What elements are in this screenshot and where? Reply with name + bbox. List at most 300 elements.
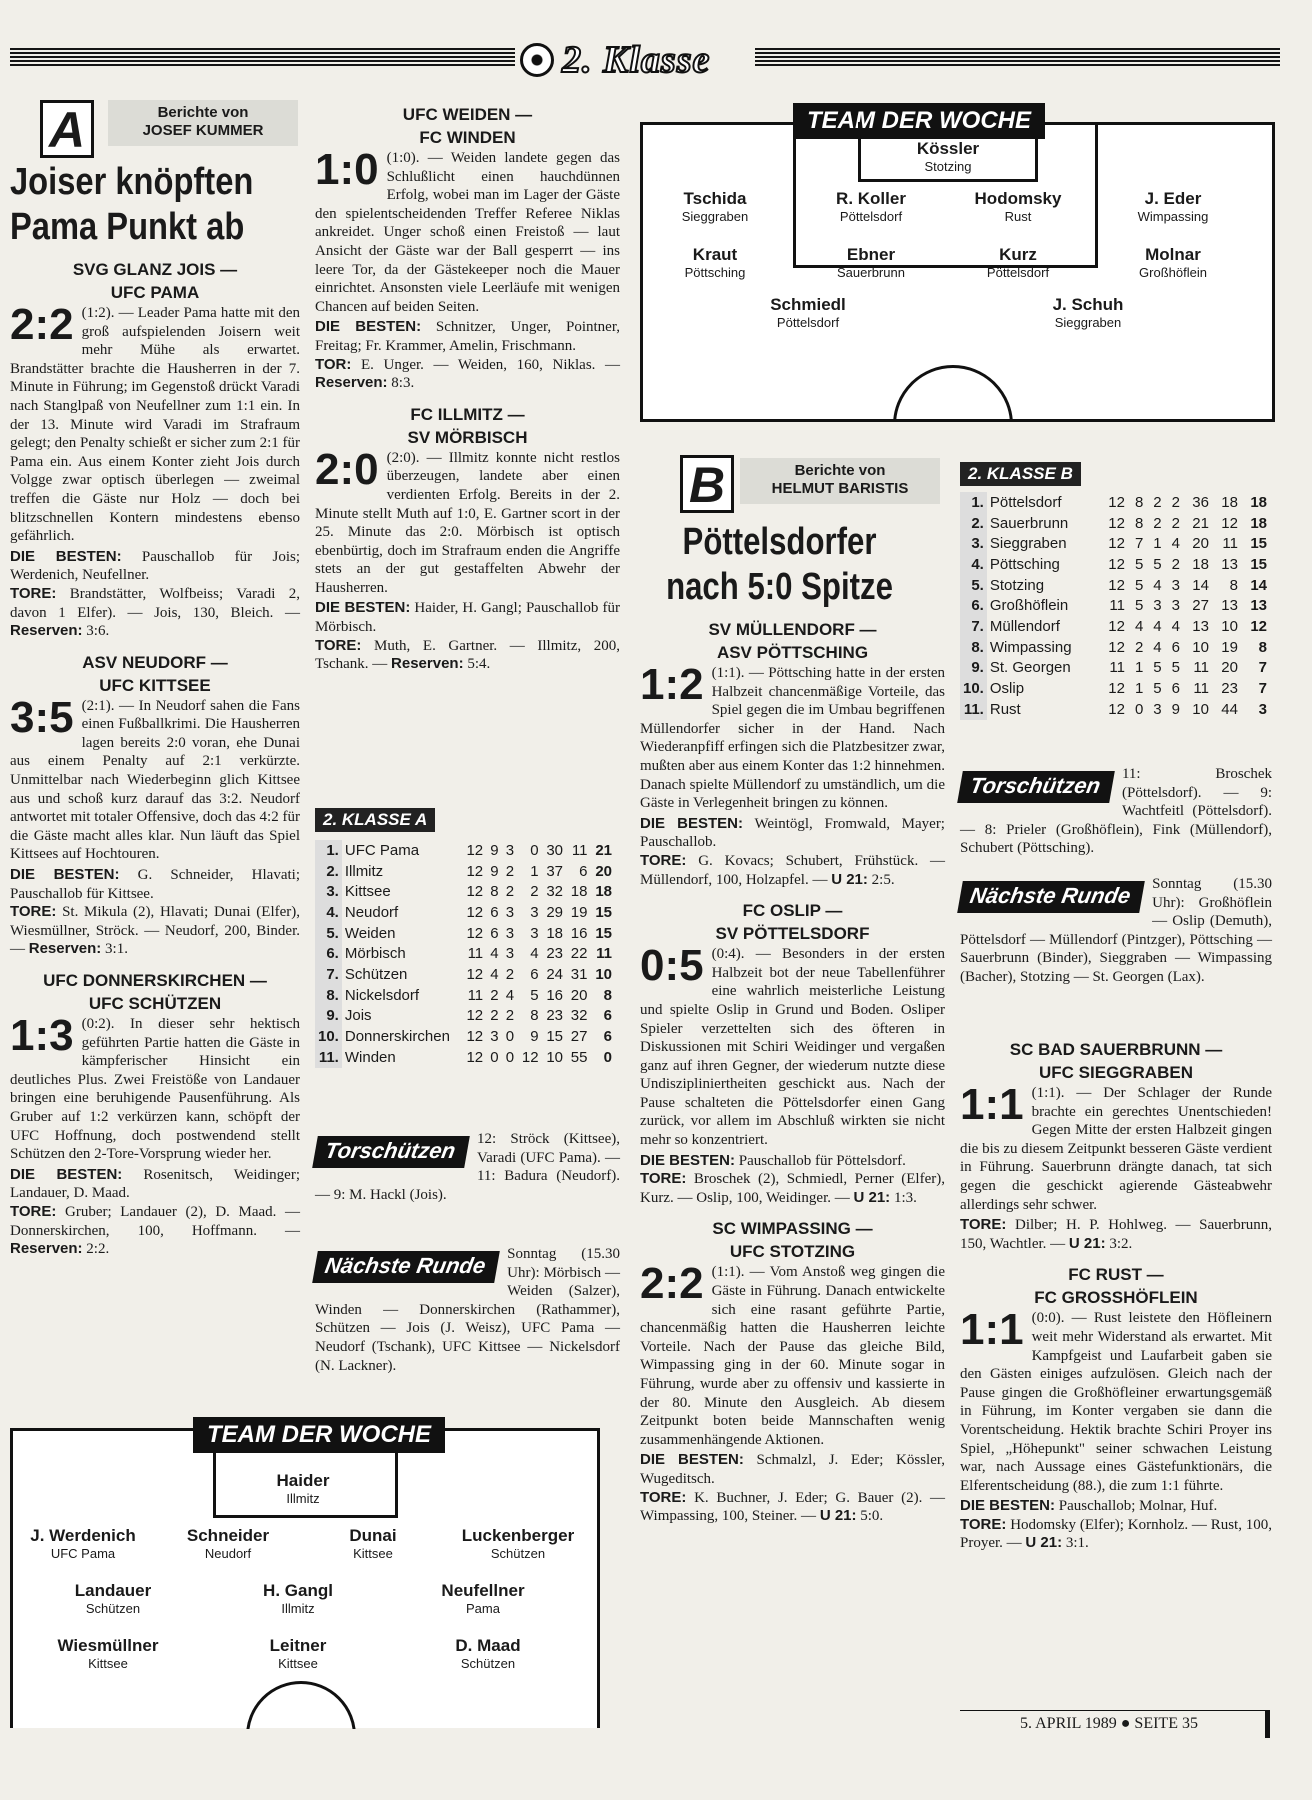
table-cell: 23 (546, 945, 564, 963)
match-report (640, 1259, 945, 1449)
table-cell: Schützen (344, 965, 408, 983)
team-player (791, 189, 951, 225)
player-name: Schneider (186, 1526, 270, 1545)
match-report (10, 692, 300, 864)
player-club: Kittsee (278, 1656, 318, 1671)
table-row (960, 699, 1270, 720)
table-cell: 2. (315, 861, 342, 882)
reserves-label: Reserven: (391, 655, 464, 673)
next-text-a: Sonntag (15.30 Uhr): Mörbisch — Weiden (Salzer), Winden — Donnerskirchen (Rathammer), Schützen — Jois (J. Weisz), UFC Pama — Neudorf (Tschank), UFC Kittsee — Nickelsdorf (N. Lackner). (315, 1246, 620, 1374)
match-report (315, 444, 620, 598)
table-title-b: 2. KLASSE B (960, 462, 1081, 486)
match-title: FC ILLMITZ — SV MÖRBISCH (407, 404, 528, 447)
table-cell: 55 (570, 1048, 588, 1066)
table-cell: 12 (466, 1028, 484, 1046)
player-club: UFC Pama (50, 1546, 116, 1561)
table-cell: 18 (1221, 493, 1238, 511)
table-klasse-a (315, 808, 620, 1068)
table-cell: 13 (1192, 617, 1209, 635)
player-name: Wiesmüllner (57, 1636, 159, 1655)
table-cell: 18 (1250, 514, 1267, 532)
table-cell: 9 (490, 862, 499, 880)
table-cell: 5 (1134, 597, 1144, 615)
table-cell: 0 (603, 1048, 612, 1066)
table-cell: 2 (505, 1007, 515, 1025)
best-label: DIE BESTEN: (960, 1497, 1056, 1515)
team-title-a: TEAM DER WOCHE (193, 1417, 445, 1453)
table-cell: 18 (595, 883, 612, 901)
player-club: Neudorf (204, 1546, 252, 1561)
table-cell: 3 (530, 903, 539, 921)
table-row (315, 923, 615, 944)
table-cell: 5. (960, 575, 987, 596)
table-klasse-b (960, 462, 1272, 720)
best-players: Pauschallob für Jois; Werdenich, Neufellner. (10, 548, 300, 584)
player-club: Illmitz (286, 1491, 320, 1506)
table-cell: 4 (1171, 535, 1180, 553)
table-cell: 18 (546, 924, 564, 942)
match-score: 0:5 (640, 941, 704, 991)
table-cell: 20 (570, 986, 588, 1004)
table-cell: 16 (546, 986, 564, 1004)
best-label: DIE BESTEN: (640, 1451, 744, 1469)
table-cell: Kittsee (344, 883, 391, 901)
table-cell: 0 (530, 841, 539, 859)
table-cell: 3 (505, 903, 515, 921)
badge-b: B (680, 455, 734, 513)
scorers-a (315, 1130, 620, 1206)
table-cell: 6 (579, 862, 588, 880)
table-row (315, 943, 615, 964)
table-cell: 15 (595, 924, 612, 942)
match-title: ASV NEUDORF — UFC KITTSEE (82, 652, 228, 695)
table-cell: Donnerskirchen (344, 1028, 450, 1046)
table-cell: 6 (490, 924, 499, 942)
table-cell: 2 (1153, 493, 1162, 511)
table-cell: 5 (1153, 555, 1162, 573)
team-player (148, 1526, 308, 1562)
player-name: Luckenberger (461, 1526, 575, 1545)
best-label: DIE BESTEN: (10, 1165, 123, 1183)
table-cell: 2 (1171, 555, 1180, 573)
match-score: 1:1 (960, 1305, 1024, 1355)
goals-label: TOR: (315, 355, 352, 373)
table-cell: 12 (466, 924, 484, 942)
team-title-b: TEAM DER WOCHE (793, 103, 1045, 139)
match-report (640, 660, 945, 813)
player-club: Sauerbrunn (837, 265, 905, 280)
team-player (938, 189, 1098, 225)
goals-text: St. Mikula (2), Hlavati; Dunai (Elfer), Wiesmüllner, Ströck. — Neudorf, 200, Binder. — (10, 904, 301, 958)
match-details (960, 1216, 1272, 1253)
table-cell: 4 (490, 965, 499, 983)
reserves-score: 3:1. (105, 941, 128, 958)
table-cell: 12 (1108, 514, 1125, 532)
table-cell: 2 (1171, 514, 1180, 532)
reserves-label: U 21: (853, 1188, 891, 1206)
reserves-label: U 21: (819, 1507, 857, 1525)
table-row (960, 533, 1270, 554)
reserves-label: Reserven: (315, 374, 388, 392)
table-cell: 11 (467, 945, 484, 963)
table-cell: 27 (1192, 597, 1209, 615)
table-cell: 19 (570, 903, 588, 921)
table-cell: Jois (344, 1007, 372, 1025)
player-name: Kraut (692, 245, 738, 264)
table-cell: 8. (960, 637, 987, 658)
table-cell: 8 (1134, 514, 1144, 532)
table-cell: 2 (530, 883, 539, 901)
best-label: DIE BESTEN: (640, 814, 743, 832)
table-cell: 2 (1153, 514, 1162, 532)
table-cell: 12 (521, 1048, 539, 1066)
match-details (10, 1166, 300, 1259)
table-cell: 4 (1153, 576, 1162, 594)
table-row (960, 616, 1270, 637)
match-details (10, 548, 300, 641)
match-score: 1:0 (315, 145, 379, 194)
goals-text: Broschek (2), Schmiedl, Perner (Elfer), Kurz. — Oslip, 100, Weidinger. — (640, 1171, 945, 1206)
table-cell: 12 (466, 841, 484, 859)
goals-text: Muth, E. Gartner. — Illmitz, 200, Tschank. — (315, 637, 621, 673)
table-cell: 15 (546, 1028, 564, 1046)
player-club: Pöttelsdorf (839, 209, 903, 224)
table-cell: 4 (1171, 617, 1180, 635)
table-cell: 11. (960, 699, 987, 720)
table-cell: 2 (490, 1007, 499, 1025)
player-club: Rust (1004, 209, 1032, 224)
table-cell: 20 (1221, 659, 1238, 677)
team-player (868, 139, 1028, 175)
match-text: (1:1). — Vom Anstoß weg gingen die Gäste in Führung. Danach entwickelte sich eine rasant geführte Partie, chancenmäßig hatten die Hausherren leichte Vorteile. Nach der Pause das gleiche Bild, Wimpassing ging in der 60. Minute sogar in Führung, wurde aber zu offensiv und kassierte in der 80. Minute den Ausgleich. Ab diesem Zeitpunkt boten beide Mannschaften wenig zusammenhängende Aktionen. (640, 1264, 945, 1448)
reserves-score: 2:2. (86, 1241, 110, 1258)
match-report (960, 1305, 1272, 1495)
match-text: (0:2). In dieser sehr hektisch geführten Partie hatten die Gäste in kämpferischer Hinsicht ein deutliches Plus. Zwei Freistöße von Landauer bringen eine beruhigende Pausenführung. Als Gruber auf 1:2 verkürzen kann, schöpft der UFC Hoffnung, doch postwendend stellt Schützen den 2-Tore-Vorsprung wieder her. (10, 1016, 300, 1163)
table-cell: 12 (1250, 617, 1267, 635)
match-text: (1:0). — Weiden landete gegen das Schlußlicht einen hauchdünnen Erfolg, wobei man im Lager der Gäste den spielentscheidenden Treffer Referee Niklas ankreidet. Unger schoß einen Freistoß — laut Ansicht der Gäste war der Ball gesperrt — ins leere Tor, da der Gästekeeper noch die Mauer einrichtet. Ansonsten viele Leerläufe mit wenigen Chancen auf beiden Seiten. (315, 150, 620, 315)
best-label: DIE BESTEN: (315, 318, 422, 336)
player-name: Haider (276, 1471, 330, 1490)
table-cell: 10 (1192, 638, 1209, 656)
reserves-label: U 21: (1068, 1234, 1106, 1252)
table-row (315, 840, 615, 861)
table-cell: 3 (505, 945, 515, 963)
table-cell: 18 (1192, 555, 1209, 573)
table-cell: 3 (1171, 576, 1180, 594)
table-cell: 32 (546, 883, 564, 901)
table-cell: 9 (530, 1028, 539, 1046)
match-details (640, 1152, 945, 1208)
goals-text: Brandstätter, Wolfbeiss; Varadi 2, davon 1 Elfer). — Jois, 130, Bleich. — (10, 585, 300, 621)
column-b (640, 520, 945, 1528)
table-row (315, 964, 615, 985)
table-cell: 10 (595, 965, 612, 983)
headline-b1: Pöttelsdorfer (682, 521, 877, 563)
goals-text: E. Unger. — Weiden, 160, Niklas. — (361, 356, 621, 373)
match-details (315, 599, 620, 673)
table-cell: 11 (1109, 597, 1125, 615)
table-cell: 1 (1134, 659, 1144, 677)
table-cell: 5 (530, 986, 539, 1004)
player-name: Schmiedl (770, 295, 846, 314)
match-report (10, 300, 300, 546)
headline-a1: Joiser knöpften (10, 161, 254, 203)
player-name: H. Gangl (263, 1581, 333, 1600)
team-player (33, 1581, 193, 1617)
goals-text: Hodomsky (Elfer); Kornholz. — Rust, 100, Proyer. — (960, 1516, 1273, 1552)
reserves-label: U 21: (831, 870, 868, 888)
best-label: DIE BESTEN: (10, 547, 122, 565)
column-m (315, 95, 620, 676)
table-cell: 23 (1221, 680, 1238, 698)
table-cell: 12 (466, 903, 484, 921)
table-cell: 21 (595, 841, 612, 859)
table-cell: 4. (960, 554, 987, 575)
player-name: J. Eder (1144, 189, 1202, 208)
table-cell: Winden (344, 1048, 396, 1066)
scorers-text-a: 12: Ströck (Kittsee), Varadi (UFC Pama). — 11: Badura (Neudorf). — 9: M. Hackl (Jois). (315, 1131, 620, 1203)
table-cell: 20 (595, 862, 612, 880)
match-title: SC WIMPASSING — UFC STOTZING (712, 1219, 873, 1262)
player-name: Dunai (349, 1526, 397, 1545)
table-cell: 2 (505, 862, 515, 880)
best-players: Pauschallob; Molnar, Huf. (1058, 1498, 1218, 1515)
table-cell: Rust (989, 700, 1021, 718)
table-cell: 6 (490, 903, 499, 921)
best-label: DIE BESTEN: (10, 866, 120, 884)
table-cell: 13 (1250, 597, 1267, 615)
table-cell: 5 (1171, 659, 1180, 677)
table-cell: 10 (1192, 700, 1209, 718)
table-cell: 6 (1171, 680, 1180, 698)
match-title: FC RUST — FC GROSSHÖFLEIN (1034, 1265, 1198, 1308)
player-club: Pöttelsdorf (986, 265, 1050, 280)
player-club: Schützen (490, 1546, 546, 1561)
table-cell: 37 (546, 862, 564, 880)
next-round-a (315, 1245, 620, 1377)
player-name: Kurz (999, 245, 1037, 264)
table-cell: 19 (1221, 638, 1238, 656)
match-score: 3:5 (10, 692, 74, 742)
table-cell: 12 (466, 883, 484, 901)
table-row (960, 658, 1270, 679)
match-text: (1:1). — Pöttsching hatte in der ersten Halbzeit chancenmäßige Vorteile, das Spiel gegen die im Umbau begriffenen Müllendorfer sicher in der Hand. Nach Wiederanpfiff erfingen sich die Platzbesitzer zwar, mußten aber aus einem Konter das 1:2 hinnehmen. Danach spielte Müllendorf zu umständlich, um die Gäste in Verlegenheit bringen zu können. (640, 665, 945, 812)
table-cell: 2 (505, 965, 515, 983)
table-cell: 14 (1192, 576, 1209, 594)
best-label: DIE BESTEN: (315, 599, 411, 617)
next-tag-b: Nächste Runde (957, 881, 1145, 913)
table-cell: 4 (1153, 617, 1162, 635)
scorers-b (960, 765, 1272, 860)
table-cell: 3 (505, 841, 515, 859)
best-players: Pauschallob für Pöttelsdorf. (738, 1152, 906, 1169)
player-club: Schützen (85, 1601, 141, 1616)
player-name: J. Werdenich (30, 1526, 136, 1545)
table-cell: 0 (505, 1048, 515, 1066)
table-cell: 5 (1134, 555, 1144, 573)
table-cell: 32 (570, 1007, 588, 1025)
match-report (10, 1011, 300, 1164)
table-cell: 7 (1258, 659, 1267, 677)
team-player (293, 1526, 453, 1562)
table-cell: 3 (1153, 700, 1162, 718)
team-player (3, 1526, 163, 1562)
table-cell: 3 (505, 924, 515, 942)
team-player (938, 245, 1098, 281)
table-row (315, 985, 615, 1006)
reserves-score: 8:3. (391, 375, 415, 392)
headline-b2: nach 5:0 Spitze (666, 566, 893, 608)
table-cell: 8 (603, 986, 612, 1004)
table-cell: Neudorf (344, 903, 399, 921)
header-rule-right (755, 48, 1280, 68)
table-cell: 5 (1134, 576, 1144, 594)
table-cell: 9. (960, 658, 987, 679)
table-cell: 20 (1192, 535, 1209, 553)
scorers-text-b: 11: Broschek (Pöttelsdorf). — 9: Wachtfeitl (Pöttelsdorf). — 8: Prieler (Großhöflein), Fink (Müllendorf), Schubert (Pöttsching). (960, 766, 1272, 857)
table-cell: 2. (960, 513, 987, 534)
table-cell: 2 (1134, 638, 1144, 656)
player-club: Pöttsching (684, 265, 746, 280)
player-name: Landauer (74, 1581, 152, 1600)
section-title: 2. Klasse (562, 39, 711, 81)
table-cell: Stotzing (989, 576, 1045, 594)
table-cell: 3 (530, 924, 539, 942)
player-name: Neufellner (441, 1581, 525, 1600)
best-players: Schnitzer, Unger, Pointner, Freitag; Fr. Krammer, Amelin, Frischmann. (315, 319, 620, 354)
table-cell: 36 (1192, 493, 1209, 511)
player-name: Kössler (916, 139, 980, 158)
best-players: Weintögl, Fromwald, Mayer; Pauschallob. (640, 815, 945, 851)
team-player (635, 245, 795, 281)
match-text: (2:1). — In Neudorf sahen die Fans einen Fußballkrimi. Die Hausherren lagen bereits 2:0 voran, ehe Dunai aus einem Penalty auf 2:1 verkürzte. Unmittelbar nach Wiederbeginn glich Kittsee aus und schoß kurz darauf das 3:2. Neudorf antwortet mit totaler Offensive, doch das 4:2 für die Gäste macht alles klar. Nun läuft das Spiel Kittsees auf Hochtouren. (10, 697, 300, 863)
table-cell: 9. (315, 1006, 342, 1027)
team-player (403, 1581, 563, 1617)
table-cell: 0 (1134, 700, 1144, 718)
table-cell: 1 (1134, 680, 1144, 698)
table-cell: UFC Pama (344, 841, 420, 859)
best-players: Haider, H. Gangl; Pauschallob für Mörbisch. (315, 600, 620, 636)
table-cell: Pöttsching (989, 555, 1060, 573)
table-cell: 10 (546, 1048, 564, 1066)
football-icon (520, 43, 554, 77)
table-cell: 10 (1221, 617, 1238, 635)
table-cell: St. Georgen (989, 659, 1071, 677)
best-label: DIE BESTEN: (640, 1151, 736, 1169)
table-cell: 11 (1109, 659, 1125, 677)
goals-label: TORE: (960, 1515, 1007, 1533)
table-cell: 6 (530, 965, 539, 983)
table-cell: 3 (1258, 700, 1267, 718)
match-score: 2:0 (315, 444, 379, 494)
table-cell: 1. (315, 840, 342, 861)
table-cell: 9 (1171, 700, 1180, 718)
player-club: Großhöflein (1139, 265, 1207, 280)
player-name: Ebner (846, 245, 896, 264)
table-cell: 1. (960, 492, 987, 513)
scorers-tag-b: Torschützen (957, 771, 1115, 803)
table-cell: 4 (490, 945, 499, 963)
next-text-b: Sonntag (15.30 Uhr): Großhöflein — Oslip (Demuth), Pöttelsdorf — Müllendorf (Pintzger), Pöttsching — Sauerbrunn (Binder), Sieggraben — Wimpassing (Bacher), Stotzing — St. Georgen (Lax). (960, 876, 1272, 985)
table-row (960, 554, 1270, 575)
match-title: UFC DONNERSKIRCHEN — UFC SCHÜTZEN (43, 971, 267, 1013)
table-cell: 12 (466, 1048, 484, 1066)
goals-label: TORE: (10, 584, 57, 602)
match-details (960, 1497, 1272, 1553)
badge-a: A (40, 100, 94, 158)
table-cell: 18 (1250, 493, 1267, 511)
headline-a2: Pama Punkt ab (10, 206, 245, 248)
match-title: SV MÜLLENDORF — ASV PÖTTSCHING (708, 620, 877, 662)
section-header (520, 38, 710, 82)
table-cell: 5 (1153, 659, 1162, 677)
match-title: SC BAD SAUERBRUNN — UFC SIEGGRABEN (1009, 1040, 1223, 1082)
table-cell: 8 (1229, 576, 1238, 594)
goals-label: TORE: (960, 1216, 1007, 1234)
match-text: (1:1). — Der Schlager der Runde brachte ein gerechtes Unentschieden! Gegen Mitte der ersten Halbzeit gingen die bis zu diesem Zeitpunkt besseren Gäste verdient in Führung. Sauerbrunn drängte danach, tat sich gegen die geschickt agierende Gästeabwehr allerdings sehr schwer. (960, 1085, 1272, 1213)
table-cell: 0 (505, 1028, 515, 1046)
table-cell: 12 (466, 1007, 484, 1025)
table-cell: 29 (546, 903, 564, 921)
match-score: 2:2 (10, 300, 74, 349)
table-cell: 7. (315, 964, 342, 985)
table-cell: 7 (1258, 680, 1267, 698)
table-row (315, 1047, 615, 1068)
table-cell: 8 (1258, 638, 1267, 656)
table-cell: 8. (315, 985, 342, 1006)
team-player (218, 1636, 378, 1672)
table-cell: 9 (490, 841, 499, 859)
goals-text: G. Kovacs; Schubert, Frühstück. — Müllendorf, 100, Holzapfel. — (640, 852, 945, 888)
table-cell: 22 (570, 945, 588, 963)
table-cell: Illmitz (344, 862, 384, 880)
table-cell: 2 (490, 986, 499, 1004)
reserves-score: 3:1. (1065, 1535, 1089, 1552)
match-score: 1:1 (960, 1080, 1024, 1129)
table-cell: 3 (490, 1028, 499, 1046)
match-report (315, 145, 620, 316)
table-cell: 12 (1108, 700, 1125, 718)
table-title-a: 2. KLASSE A (315, 808, 435, 832)
reporter-a: Berichte von JOSEF KUMMER (108, 100, 298, 146)
team-player (408, 1636, 568, 1672)
next-tag-a: Nächste Runde (312, 1251, 500, 1283)
center-circle-a (246, 1681, 356, 1791)
team-player (28, 1636, 188, 1672)
goals-label: TORE: (640, 1488, 687, 1506)
goals-label: TORE: (10, 1202, 57, 1220)
player-name: J. Schuh (1052, 295, 1124, 314)
reserves-score: 3:6. (86, 623, 110, 640)
table-cell: 44 (1221, 700, 1238, 718)
table-cell: Wimpassing (989, 638, 1072, 656)
table-cell: 6 (603, 1007, 612, 1025)
team-player (728, 295, 888, 331)
table-cell: 14 (1250, 576, 1267, 594)
table-row (315, 1026, 615, 1047)
table-row (960, 513, 1270, 534)
team-player (791, 245, 951, 281)
table-cell: 8 (1134, 493, 1144, 511)
column-a (10, 160, 300, 1261)
table-cell: 4 (530, 945, 539, 963)
table-cell: 11. (315, 1047, 342, 1068)
table-cell: 11 (1193, 659, 1209, 677)
table-cell: 12 (466, 965, 484, 983)
player-name: Leitner (269, 1636, 327, 1655)
table-cell: 5 (1153, 680, 1162, 698)
header-rule-left (10, 48, 515, 68)
